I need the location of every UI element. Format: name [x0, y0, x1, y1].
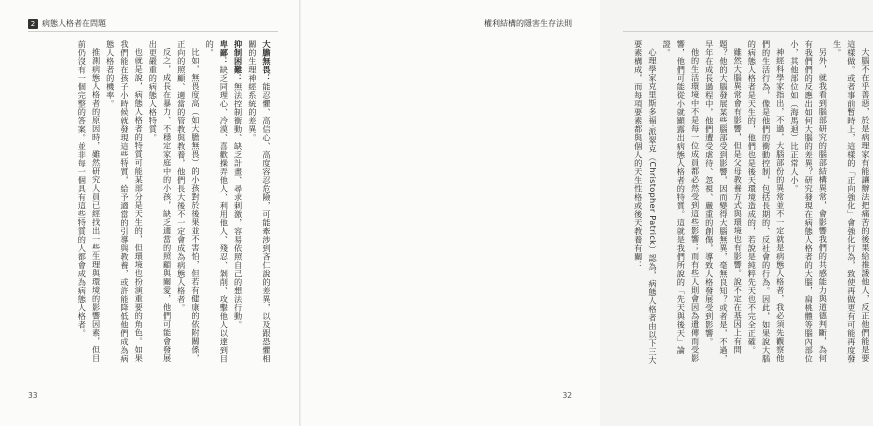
- paragraph-text: 反之，成長在暴力、不穩定家庭中的小孩，缺乏適當的照顧與關愛，他們可能會發展出更嚴重的病態人格特質。: [148, 40, 173, 363]
- body-paragraph: [246, 40, 274, 370]
- body-paragraph: [146, 40, 174, 370]
- body-paragraph: [231, 40, 245, 370]
- body-paragraph: [203, 40, 231, 370]
- body-paragraph: 心理學家克里斯多福·派翠克（Christopher Patrick）認為，病態人格者由以下三大要素構成，而每項要素都與個人的天生性格或後天教養有關：: [633, 40, 658, 365]
- body-paragraph: [175, 40, 203, 370]
- page-number-left: 33: [28, 391, 38, 400]
- header-rule: [28, 31, 278, 32]
- header-rule: [623, 31, 873, 32]
- body-paragraph: [75, 40, 103, 370]
- term-label: 大膽無畏：: [262, 40, 272, 83]
- term-label: 卑鄙：: [219, 40, 230, 66]
- paragraph-text: 能忍懼、高信心、高度容忍危險，可能牽涉到吝仁說的差異，以及跟恐懼相關的生理神經系統的差異。: [247, 40, 272, 363]
- body-paragraph: 他的生活環境中不是每一位成員都必然受到這些影響；而有些人則會因為遺傳而受影響，他們可能從小就顯露出病態人格者的特質。這就是我們所說的「先天與後天」論證。: [662, 40, 701, 363]
- paragraph-text: 無法控制衝動、缺乏計畫、尋求刺激，容易依照自己的想法行動。: [233, 82, 244, 329]
- left-page-body: [32, 40, 274, 370]
- left-page: [0, 0, 299, 426]
- term-label: 抑制困難：: [233, 40, 244, 83]
- body-paragraph: 神經科學家指出，不過，大腦部份的異常並不一定就是病態人格者，我必須先觀察他們的生活行為，像是他們的衝動控制，包括長期的、反社會的行為。因此，如果說大腦的病態人格者是天生的，他們也是後天環境造成的，若說是純粹先天也不完全正確。: [747, 40, 786, 363]
- paragraph-text: 推測病態人格者的原因時，雖然研究人員已經找出一些生理與環境的影響因素，但目前仍沒有一個完整的答案。並非每一個具有這些特質的人都會成為病態人格者。: [77, 40, 102, 363]
- right-page: [301, 0, 871, 426]
- chapter-number-badge: 2: [28, 19, 38, 29]
- body-paragraph: 雖然大腦異常會有影響，但是父母教養方式與環境也有影響。說不定在基因上有問題？他的大腦發展某些腦部受到影響，因而變得大腦無異，毫無良知？或者是，不過，早年在成長過程中，他們遭受虐待、忽視、嚴重的創傷，導致人格發展受到影響。: [704, 40, 744, 363]
- body-paragraph: 另外，就我看到腦部研究的腦部結構異常，會影響我們的共感能力與道德判斷，為何有我們們的反應出如何大腦的差異？研究發現在病態人格者的大腦，扁桃體等腦內部位小，其他部位如（海馬迴）比正常人小。: [789, 40, 829, 363]
- running-title: 權利結構的隱害生存法則: [484, 19, 572, 28]
- paragraph-text: 比如，無畏度高（如大膽無畏）的小孩對於後果並不害怕，但若有健康的依附關係，正向的照顧、適當的管教與教養，他們長大後不一定會成為病態人格者。: [176, 40, 201, 363]
- paragraph-text: 也就是說，病態人格者的特質可能某部分是天生的，但環境也扮演重要的角色。如果我們能在孩子小時候就發現這些特質，給予適當的引導與教養，或許能降低他們成為病態人格者的機率。: [105, 40, 145, 363]
- right-page-body: [631, 40, 873, 370]
- chapter-title: 病態人格者在問題: [42, 19, 106, 28]
- body-paragraph: 大腦不在乎善惡，於是病理家有能讓辦法把痛苦的後果給推諉他人，反正他們能是要這樣做。或者事前暫時上，這樣的「正向強化」會強化行為，致使再做更有可能再度發生。: [832, 40, 871, 363]
- paragraph-text: 缺乏同理心、冷漠、喜歡操弄他人、利用他人、殘忍、剝削、攻擊他人以達到目的。: [205, 40, 230, 363]
- page-number-right: 32: [562, 391, 572, 400]
- body-paragraph: [104, 40, 147, 370]
- chapter-header: [28, 18, 106, 29]
